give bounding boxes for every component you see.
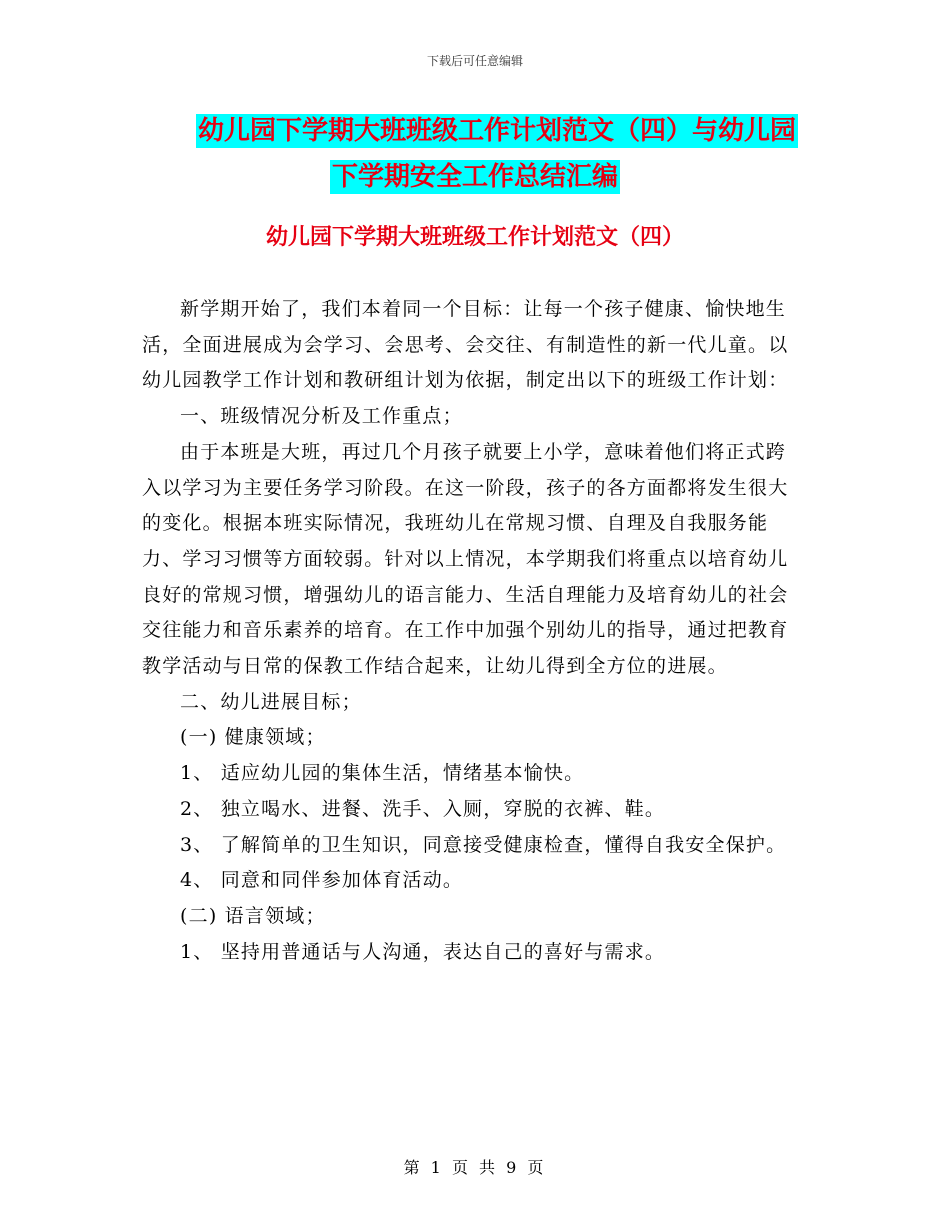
list-item-health-4: 4、 同意和同伴参加体育活动。	[180, 869, 464, 892]
list-item-health-3: 3、 了解简单的卫生知识，同意接受健康检查，懂得自我安全保护。	[180, 833, 787, 856]
page-number: 第 1 页 共 9 页	[403, 1158, 547, 1177]
heading-class-analysis: 一、班级情况分析及工作重点；	[180, 405, 463, 428]
paragraph-class-analysis: 由于本班是大班，再过几个月孩子就要上小学，意味着他们将正式跨入以学习为主要任务学习阶段。在这一阶段，孩子的各方面都将发生很大的变化。根据本班实际情况，我班幼儿在常规习惯、自理及自我服务能力、学习习惯等方面较弱。针对以上情况，本学期我们将重点以培育幼儿良好的常规习惯，增强幼儿的语言能力、生活自理能力及培育幼儿的社会交往能力和音乐素养的培育。在工作中加强个别幼儿的指导，通过把教育教学活动与日常的保教工作结合起来，让幼儿得到全方位的进展。	[142, 440, 789, 678]
page-header-note: 下载后可任意编辑	[426, 54, 523, 68]
list-item-health-2: 2、 独立喝水、进餐、洗手、入厕，穿脱的衣裤、鞋。	[180, 797, 666, 820]
subheading-health: (一) 健康领域；	[180, 726, 326, 749]
paragraph-intro: 新学期开始了，我们本着同一个目标：让每一个孩子健康、愉快地生活，全面进展成为会学习、会思考、会交往、有制造性的新一代儿童。以幼儿园教学工作计划和教研组计划为依据，制定出以下的班级工作计划：	[142, 298, 789, 392]
document-title	[0, 108, 950, 200]
list-item-language-1: 1、 坚持用普通话与人沟通，表达自己的喜好与需求。	[180, 940, 666, 963]
document-body	[142, 292, 802, 970]
document-title-line-2: 下学期安全工作总结汇编	[331, 162, 618, 192]
heading-development-goals: 二、幼儿进展目标；	[180, 690, 362, 713]
list-item-health-1: 1、 适应幼儿园的集体生活，情绪基本愉快。	[180, 762, 585, 785]
section-title: 幼儿园下学期大班班级工作计划范文（四）	[265, 225, 684, 250]
subheading-language: (二) 语言领域；	[180, 904, 326, 927]
document-title-line-1: 幼儿园下学期大班班级工作计划范文（四）与幼儿园	[197, 116, 796, 146]
